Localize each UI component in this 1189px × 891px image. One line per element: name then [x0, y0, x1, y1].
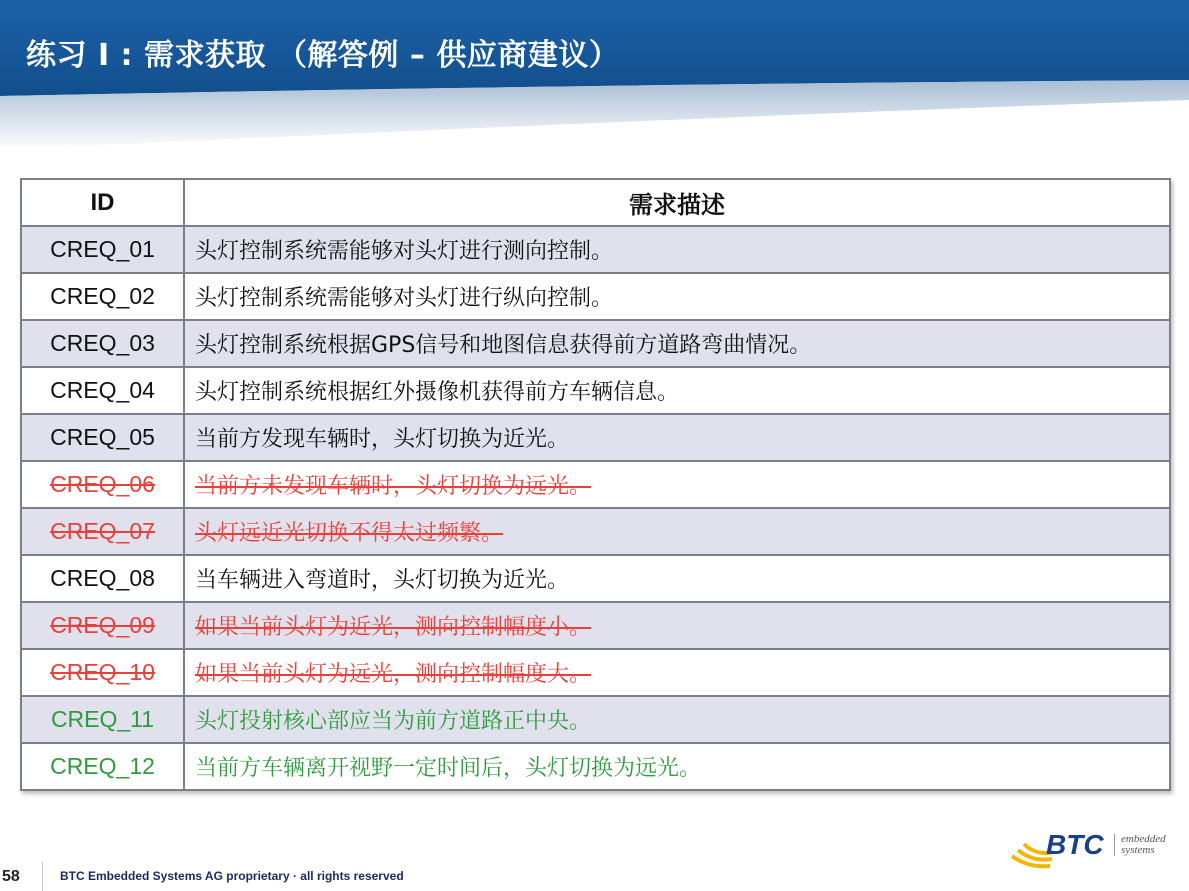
- table-row: [21, 367, 1170, 414]
- table-row: [21, 320, 1170, 367]
- requirement-id-cell: [21, 649, 184, 696]
- requirement-description: 头灯控制系统需能够对头灯进行纵向控制。: [195, 286, 614, 311]
- requirement-description: 头灯控制系统根据GPS信号和地图信息获得前方道路弯曲情况。: [195, 333, 812, 358]
- requirement-id: CREQ_09: [50, 612, 155, 638]
- requirement-id-cell: [21, 696, 184, 743]
- table-row: [21, 649, 1170, 696]
- requirement-id-cell: [21, 508, 184, 555]
- requirement-id: CREQ_08: [50, 565, 155, 591]
- requirement-description: 当前方未发现车辆时，头灯切换为远光。: [195, 474, 592, 499]
- table-row: [21, 461, 1170, 508]
- table-row: [21, 508, 1170, 555]
- logo-sub-line-2: systems: [1121, 844, 1155, 856]
- requirement-id: CREQ_10: [50, 659, 155, 685]
- requirement-id: CREQ_03: [50, 330, 155, 356]
- requirement-description: 如果当前头灯为近光，测向控制幅度小。: [195, 615, 592, 640]
- table-row: [21, 414, 1170, 461]
- table-row: [21, 273, 1170, 320]
- requirement-description-cell: [184, 414, 1170, 461]
- requirement-description: 头灯控制系统根据红外摄像机获得前方车辆信息。: [195, 380, 680, 405]
- table-row: [21, 226, 1170, 273]
- table-row: [21, 602, 1170, 649]
- requirement-id-cell: [21, 273, 184, 320]
- requirement-description: 当前方车辆离开视野一定时间后，头灯切换为远光。: [195, 756, 702, 781]
- requirement-id: CREQ_01: [50, 236, 155, 262]
- table-row: [21, 743, 1170, 790]
- logo-subtitle: [1114, 834, 1181, 856]
- requirement-description-cell: [184, 602, 1170, 649]
- requirement-description-cell: [184, 743, 1170, 790]
- requirement-description-cell: [184, 273, 1170, 320]
- requirement-description-cell: [184, 461, 1170, 508]
- requirement-id: CREQ_05: [50, 424, 155, 450]
- column-header-id: ID: [21, 179, 184, 226]
- table-header-row: [21, 179, 1170, 226]
- logo-sub-line-1: embedded: [1121, 833, 1166, 845]
- requirement-id-cell: [21, 320, 184, 367]
- requirement-description: 头灯投射核心部应当为前方道路正中央。: [195, 709, 592, 734]
- table-row: [21, 696, 1170, 743]
- footer-text: BTC Embedded Systems AG proprietary · all rights reserved: [60, 869, 404, 883]
- requirement-description-cell: [184, 649, 1170, 696]
- requirements-table: [20, 178, 1171, 791]
- requirement-id: CREQ_04: [50, 377, 155, 403]
- header-banner: [0, 0, 1189, 150]
- slide-title: 练习 I : 需求获取 （解答例 – 供应商建议）: [26, 38, 620, 73]
- requirement-id-cell: [21, 226, 184, 273]
- requirement-description: 当前方发现车辆时，头灯切换为近光。: [195, 427, 570, 452]
- requirement-description-cell: [184, 555, 1170, 602]
- requirement-id: CREQ_06: [50, 471, 155, 497]
- requirement-description-cell: [184, 367, 1170, 414]
- column-header-description: 需求描述: [184, 179, 1170, 226]
- requirement-description-cell: [184, 226, 1170, 273]
- requirement-id-cell: [21, 743, 184, 790]
- requirement-description-cell: [184, 508, 1170, 555]
- requirement-id: CREQ_11: [50, 706, 155, 732]
- page-number: 58: [0, 862, 43, 891]
- requirement-description: 头灯远近光切换不得太过频繁。: [195, 521, 504, 546]
- requirement-id: CREQ_07: [50, 518, 155, 544]
- requirement-description: 当车辆进入弯道时，头灯切换为近光。: [195, 568, 570, 593]
- requirement-id-cell: [21, 555, 184, 602]
- requirement-id-cell: [21, 602, 184, 649]
- table-body: [21, 226, 1170, 790]
- logo-wordmark: BTC: [1046, 829, 1104, 860]
- requirement-description: 头灯控制系统需能够对头灯进行测向控制。: [195, 239, 614, 264]
- requirement-id-cell: [21, 461, 184, 508]
- requirement-description-cell: [184, 696, 1170, 743]
- requirement-id: CREQ_12: [50, 753, 155, 779]
- slide-header: [0, 0, 1189, 150]
- requirement-description: 如果当前头灯为远光，测向控制幅度大。: [195, 662, 592, 687]
- table-row: [21, 555, 1170, 602]
- requirement-description-cell: [184, 320, 1170, 367]
- requirement-id: CREQ_02: [50, 283, 155, 309]
- requirement-id-cell: [21, 367, 184, 414]
- requirement-id-cell: [21, 414, 184, 461]
